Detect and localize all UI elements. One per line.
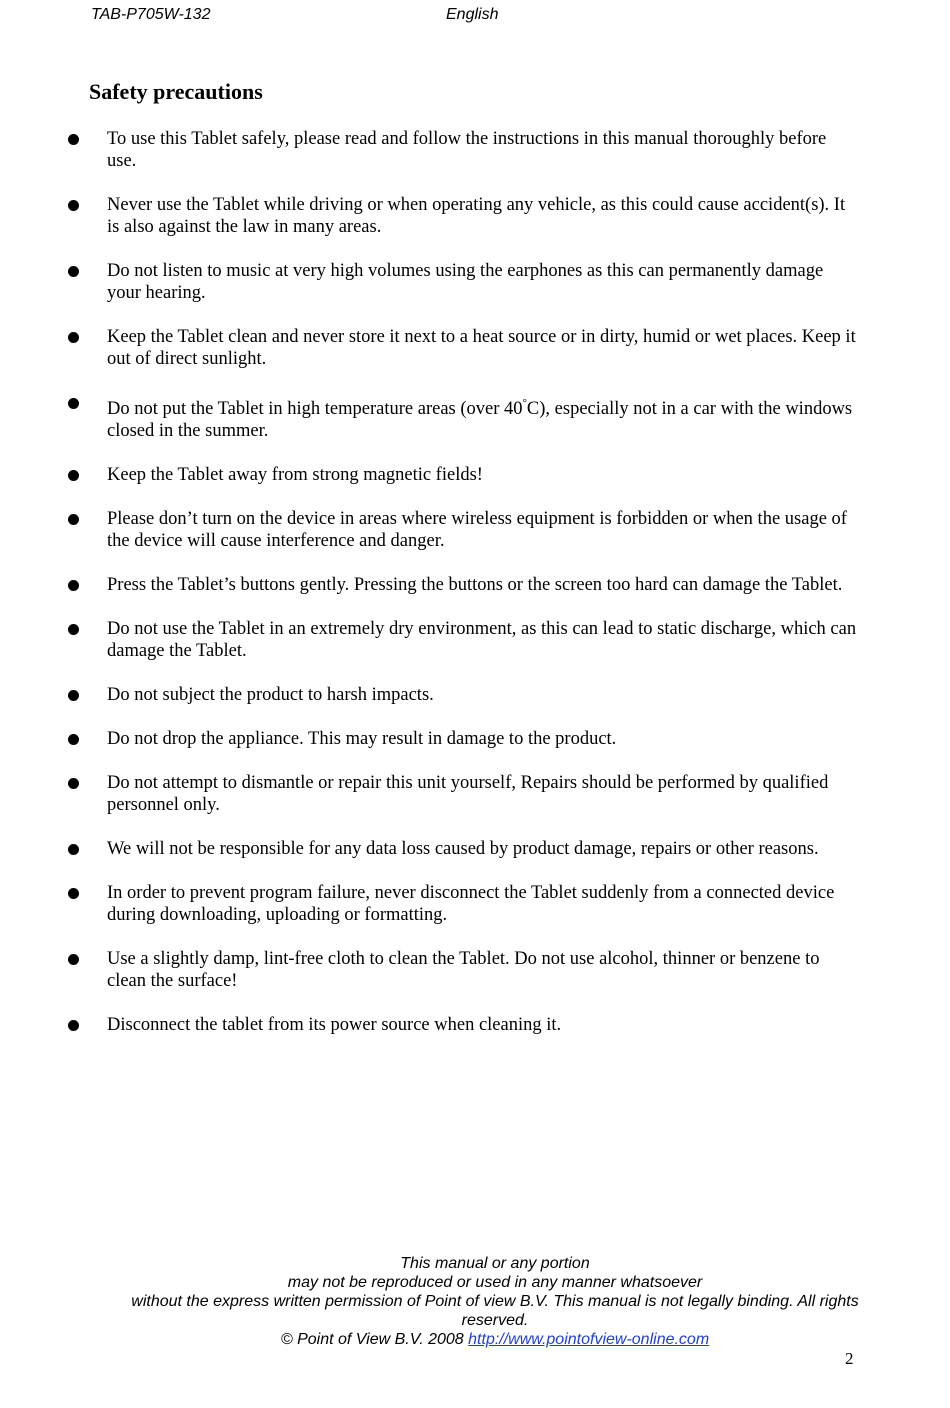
bullet-icon xyxy=(68,888,79,899)
list-item xyxy=(0,684,950,706)
list-item xyxy=(0,326,950,370)
language-header: English xyxy=(446,6,499,23)
list-item xyxy=(0,392,950,442)
list-item xyxy=(0,194,950,238)
list-item-text: Do not attempt to dismantle or repair this unit yourself, Repairs should be performed by qualified personnel only. xyxy=(107,773,829,815)
list-item-text: We will not be responsible for any data loss caused by product damage, repairs or other reasons. xyxy=(107,839,819,859)
list-item-text: Do not listen to music at very high volumes using the earphones as this can permanently damage your hearing. xyxy=(107,261,824,303)
bullet-icon xyxy=(68,332,79,343)
list-item-text: Do not subject the product to harsh impacts. xyxy=(107,685,434,705)
bullet-icon xyxy=(68,580,79,591)
footer-line: may not be reproduced or used in any manner whatsoever xyxy=(287,1274,703,1291)
bullet-icon xyxy=(68,398,79,409)
list-item xyxy=(0,1014,950,1036)
list-item xyxy=(0,772,950,816)
list-item xyxy=(0,464,950,486)
list-item-text: Keep the Tablet away from strong magnetic fields! xyxy=(107,465,483,485)
bullet-icon xyxy=(68,266,79,277)
list-item xyxy=(0,882,950,926)
list-item-text: Please don’t turn on the device in areas where wireless equipment is forbidden or when the usage of the device will cause interference and danger. xyxy=(107,509,847,551)
list-item-text-after: C), especially not in a car with the windows closed in the summer. xyxy=(107,399,853,441)
copyright-text: © Point of View B.V. 2008 xyxy=(280,1331,464,1348)
list-item-text: To use this Tablet safely, please read and follow the instructions in this manual thoroughly before use. xyxy=(107,129,827,171)
bullet-icon xyxy=(68,1020,79,1031)
footer-line: This manual or any portion xyxy=(400,1255,590,1272)
list-item-text: Keep the Tablet clean and never store it next to a heat source or in dirty, humid or wet places. Keep it out of direct sunlight. xyxy=(107,327,856,369)
list-item xyxy=(0,838,950,860)
copyright-footer xyxy=(120,1254,870,1349)
bullet-icon xyxy=(68,734,79,745)
bullet-icon xyxy=(68,778,79,789)
bullet-icon xyxy=(68,624,79,635)
list-item-text: Disconnect the tablet from its power source when cleaning it. xyxy=(107,1015,562,1035)
page-title: Safety precautions xyxy=(89,79,263,104)
list-item-text: In order to prevent program failure, never disconnect the Tablet suddenly from a connected device during downloading, uploading or formatting. xyxy=(107,883,835,925)
list-item-text: Never use the Tablet while driving or when operating any vehicle, as this could cause accident(s). It is also against the law in many areas. xyxy=(107,195,846,237)
bullet-icon xyxy=(68,514,79,525)
list-item-text: Press the Tablet’s buttons gently. Pressing the buttons or the screen too hard can damage the Tablet. xyxy=(107,575,843,595)
website-link[interactable]: http://www.pointofview-online.com xyxy=(468,1331,710,1348)
document-model-header: TAB-P705W-132 xyxy=(91,6,211,23)
bullet-icon xyxy=(68,844,79,855)
bullet-icon xyxy=(68,690,79,701)
bullet-icon xyxy=(68,470,79,481)
list-item-text-before: Do not put the Tablet in high temperature areas (over 40 xyxy=(107,399,523,419)
bullet-icon xyxy=(68,954,79,965)
list-item-text: Do not drop the appliance. This may result in damage to the product. xyxy=(107,729,617,749)
bullet-icon xyxy=(68,134,79,145)
list-item xyxy=(0,260,950,304)
list-item xyxy=(0,948,950,992)
bullet-icon xyxy=(68,200,79,211)
list-item xyxy=(0,508,950,552)
list-item-text: Use a slightly damp, lint-free cloth to clean the Tablet. Do not use alcohol, thinner or benzene to clean the surface! xyxy=(107,949,820,991)
footer-copyright-line xyxy=(120,1330,870,1349)
list-item xyxy=(0,128,950,172)
footer-line: without the express written permission of Point of view B.V. This manual is not legally binding. All rights reserved. xyxy=(131,1293,859,1329)
safety-list xyxy=(0,128,950,1058)
list-item xyxy=(0,728,950,750)
list-item xyxy=(0,618,950,662)
page-number: 2 xyxy=(845,1349,854,1368)
list-item-text: Do not use the Tablet in an extremely dry environment, as this can lead to static discharge, which can damage the Tablet. xyxy=(107,619,857,661)
degree-symbol: ° xyxy=(522,397,527,409)
list-item xyxy=(0,574,950,596)
